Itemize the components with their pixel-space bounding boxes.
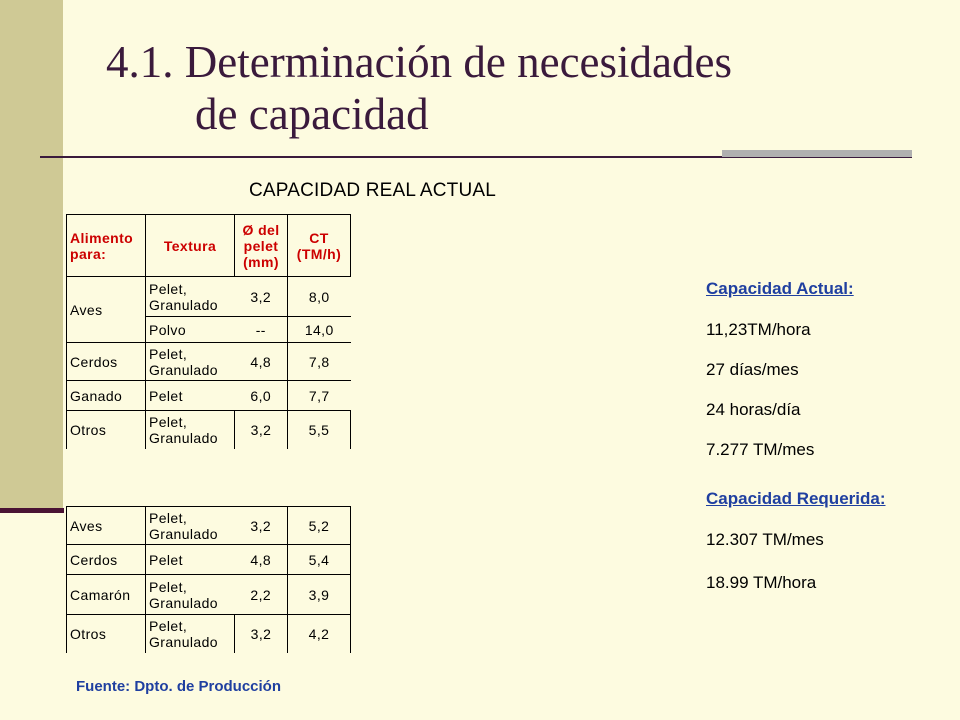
header-alimento: Alimento para: [67, 215, 146, 277]
cell-diametro: 3,2 [235, 615, 288, 653]
capacidad-actual-line: 7.277 TM/mes [706, 440, 815, 459]
cell-alimento: Ganado [67, 381, 146, 411]
section-heading: CAPACIDAD REAL ACTUAL [249, 180, 497, 201]
header-textura: Textura [146, 215, 235, 277]
cell-diametro: -- [235, 317, 288, 343]
capacidad-actual-heading [706, 279, 854, 299]
cell-textura: Pelet, Granulado [146, 411, 235, 449]
cell-textura: Polvo [146, 317, 235, 343]
left-accent-line [0, 508, 64, 513]
cell-ct: 8,0 [288, 277, 351, 317]
cell-ct: 4,2 [288, 615, 351, 653]
cell-ct: 14,0 [288, 317, 351, 343]
cell-diametro: 6,0 [235, 381, 288, 411]
cell-ct: 7,8 [288, 343, 351, 381]
capacidad-actual-line: 27 días/mes [706, 360, 799, 379]
table-row [67, 411, 351, 449]
title-line-2: de capacidad [195, 89, 429, 139]
slide-title [106, 36, 732, 140]
cell-diametro: 3,2 [250, 288, 272, 305]
cell-ct: 5,5 [288, 411, 351, 449]
cell-alimento: Aves [67, 507, 146, 545]
cell-textura: Pelet, Granulado [146, 277, 235, 317]
left-decorative-bar [0, 0, 63, 510]
cell-alimento: Cerdos [67, 545, 146, 575]
cell-diametro: 4,8 [235, 343, 288, 381]
cell-textura: Pelet, Granulado [146, 507, 235, 545]
table-row [67, 381, 351, 411]
cell-alimento: Aves [67, 277, 146, 343]
cell-diametro: 2,2 [235, 575, 288, 615]
capacidad-requerida-heading [706, 489, 886, 509]
capacidad-actual-line: 24 horas/día [706, 400, 801, 419]
table-header-row [67, 215, 351, 277]
cell-alimento: Otros [67, 411, 146, 449]
capacidad-actual-label: Capacidad Actual: [706, 279, 854, 298]
cell-textura: Pelet [146, 545, 235, 575]
capacidad-requerida-label: Capacidad Requerida: [706, 489, 886, 508]
cell-textura: Pelet, Granulado [146, 575, 235, 615]
cell-ct: 5,4 [288, 545, 351, 575]
capacidad-actual-line: 11,23TM/hora [706, 320, 811, 339]
cell-ct: 7,7 [288, 381, 351, 411]
cell-alimento: Otros [67, 615, 146, 653]
cell-ct: 3,9 [288, 575, 351, 615]
source-note: Fuente: Dpto. de Producción [76, 678, 281, 695]
capacidad-requerida-line: 12.307 TM/mes [706, 530, 824, 549]
cell-alimento: Cerdos [67, 343, 146, 381]
header-ct: CT (TM/h) [288, 215, 351, 277]
cell-diametro: 3,2 [235, 411, 288, 449]
table-row [67, 507, 351, 545]
cell-textura: Pelet, Granulado [146, 615, 235, 653]
table-row [67, 545, 351, 575]
cell-textura: Pelet [146, 381, 235, 411]
cell-alimento: Camarón [67, 575, 146, 615]
cell-diametro: 4,8 [235, 545, 288, 575]
title-line-1: 4.1. Determinación de necesidades [106, 37, 733, 87]
cell-ct: 5,2 [288, 507, 351, 545]
cell-textura: Pelet, Granulado [146, 343, 235, 381]
table-row [67, 575, 351, 615]
cell-diametro: 3,2 [235, 507, 288, 545]
title-underline-accent [722, 150, 912, 157]
capacity-table-required [66, 506, 351, 653]
header-diametro: Ø del pelet (mm) [235, 215, 288, 277]
capacity-table-current [66, 214, 351, 449]
table-row [67, 343, 351, 381]
table-row [67, 277, 351, 317]
capacidad-requerida-line: 18.99 TM/hora [706, 573, 817, 592]
table-row [67, 615, 351, 653]
